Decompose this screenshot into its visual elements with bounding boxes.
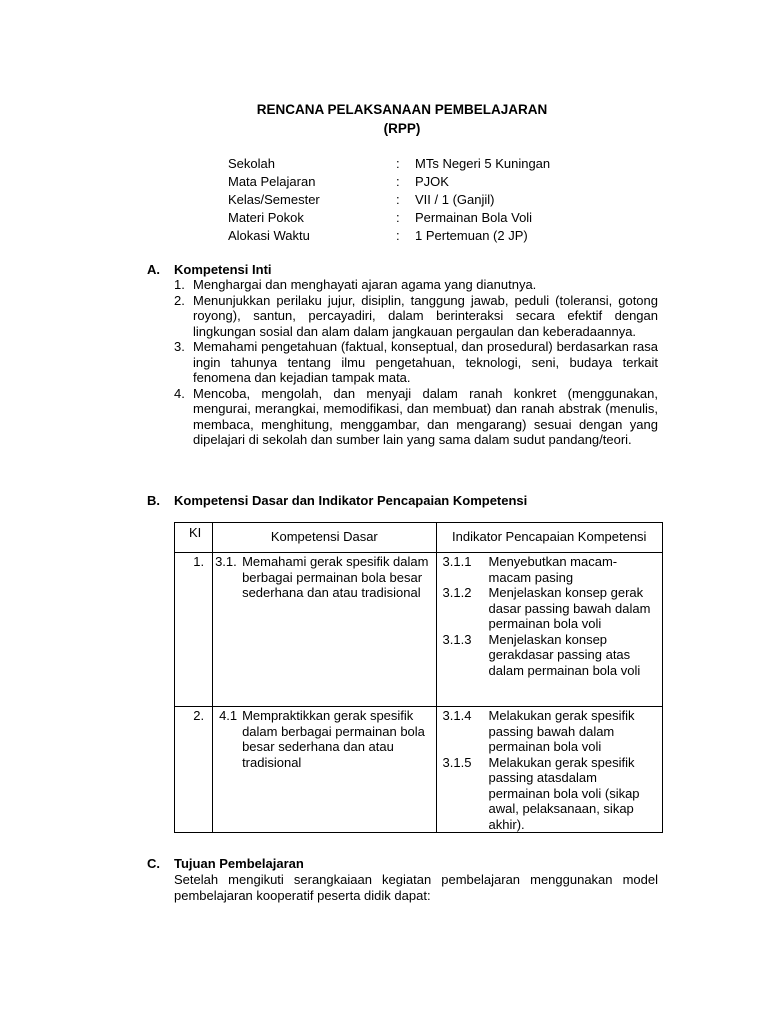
list-item (174, 277, 658, 293)
identity-row-class (228, 191, 550, 209)
indicator-item (443, 554, 662, 585)
list-item-text: Mencoba, mengolah, dan menyaji dalam ranah konkret (menggunakan, mengurai, merangkai, memodifikasi, dan membuat) dan ranah abstrak (menulis, membaca, menghitung, menggambar, dan mengarang) sesuai dengan yang dipelajari di sekolah dan sumber lain yang sama dalam sudut pandang/teori. (193, 385, 658, 447)
competency-table (174, 522, 663, 833)
section-c-heading (147, 856, 304, 872)
section-letter: B. (147, 493, 160, 508)
indicator-item (443, 632, 662, 679)
indicator-item (443, 755, 662, 833)
section-c-paragraph: Setelah mengikuti serangkaiaan kegiatan pembelajaran menggunakan model pembelajaran kooperatif peserta didik dapat: (174, 872, 658, 903)
section-b-heading (147, 493, 527, 509)
identity-row-school (228, 155, 550, 173)
identity-colon: : (396, 210, 400, 225)
identity-label: Materi Pokok (228, 210, 304, 225)
list-item-text: Menunjukkan perilaku jujur, disiplin, tanggung jawab, peduli (toleransi, gotong royong), santun, percayadiri, dalam berinteraksi secara efektif dengan lingkungan sosial dan alam dalam jangkauan pergaulan dan keberadaannya. (193, 292, 658, 339)
ki-cell: 2. (175, 707, 213, 833)
kd-cell (213, 707, 436, 833)
section-title: Kompetensi Dasar dan Indikator Pencapaian Kompetensi (174, 493, 528, 508)
kd-text: Mempraktikkan gerak spesifik dalam berbagai permainan bola besar sederhana dan atau tradisional (242, 708, 425, 770)
header-kd: Kompetensi Dasar (213, 523, 436, 553)
list-item-number: 1. (174, 277, 185, 292)
identity-value: PJOK (415, 174, 449, 189)
identity-label: Sekolah (228, 156, 275, 171)
indicator-code: 3.1.3 (442, 631, 472, 647)
table-row (175, 707, 663, 833)
list-item (174, 386, 658, 448)
document-subtitle: (RPP) (383, 121, 421, 136)
indicator-text: Melakukan gerak spesifik passing bawah dalam permainan bola voli (488, 708, 635, 754)
indicator-item (443, 585, 662, 632)
kd-text: Memahami gerak spesifik dalam berbagai permainan bola besar sederhana dan atau tradisional (242, 554, 429, 600)
indicator-code: 3.1.4 (442, 708, 472, 723)
table-header-row (175, 523, 663, 553)
identity-colon: : (396, 192, 400, 207)
identity-label: Alokasi Waktu (228, 228, 310, 243)
list-item-number: 2. (174, 292, 185, 308)
kompetensi-inti-list (174, 277, 658, 448)
list-item (174, 339, 658, 386)
identity-row-topic (228, 209, 550, 227)
identity-block (228, 155, 550, 245)
kd-number: 3.1. (215, 554, 237, 569)
table-row (175, 553, 663, 707)
header-ki: KI (175, 523, 213, 553)
identity-row-time (228, 227, 550, 245)
list-item-number: 4. (174, 385, 185, 401)
identity-colon: : (396, 156, 400, 171)
identity-value: 1 Pertemuan (2 JP) (415, 228, 528, 243)
list-item-number: 3. (174, 339, 185, 354)
list-item-text: Memahami pengetahuan (faktual, konseptual, dan prosedural) berdasarkan rasa ingin tahunya tentang ilmu pengetahuan, teknologi, seni, budaya terkait fenomena dan kejadian tampak mata. (193, 339, 658, 385)
indicator-text: Menjelaskan konsep gerak dasar passing bawah dalam permainan bola voli (488, 585, 651, 631)
document-title: RENCANA PELAKSANAAN PEMBELAJARAN (256, 102, 548, 117)
indicator-text: Melakukan gerak spesifik passing atasdalam permainan bola voli (sikap awal, pelaksanaan, sikap akhir). (488, 754, 640, 832)
header-indicator: Indikator Pencapaian Kompetensi (436, 523, 662, 553)
identity-label: Mata Pelajaran (228, 174, 316, 189)
section-letter: A. (147, 262, 160, 277)
section-title: Tujuan Pembelajaran (174, 856, 304, 871)
section-title: Kompetensi Inti (174, 262, 272, 277)
identity-value: Permainan Bola Voli (415, 210, 533, 225)
indicator-cell (436, 707, 662, 833)
identity-value: MTs Negeri 5 Kuningan (415, 156, 551, 171)
indicator-item (443, 708, 662, 755)
list-item-text: Menghargai dan menghayati ajaran agama yang dianutnya. (193, 277, 537, 292)
indicator-cell (436, 553, 662, 707)
indicator-text: Menyebutkan macam-macam pasing (488, 554, 618, 585)
identity-colon: : (396, 174, 400, 189)
identity-colon: : (396, 228, 400, 243)
identity-row-subject (228, 173, 550, 191)
list-item (174, 293, 658, 340)
section-letter: C. (147, 856, 160, 871)
identity-label: Kelas/Semester (228, 192, 320, 207)
kd-cell (213, 553, 436, 707)
indicator-code: 3.1.1 (442, 554, 472, 569)
ki-cell: 1. (175, 553, 213, 707)
indicator-code: 3.1.2 (442, 585, 472, 600)
kd-number: 4.1 (219, 708, 238, 723)
indicator-code: 3.1.5 (442, 754, 472, 770)
section-a-heading (147, 262, 272, 278)
identity-value: VII / 1 (Ganjil) (415, 192, 495, 207)
indicator-text: Menjelaskan konsep gerakdasar passing atas dalam permainan bola voli (488, 631, 641, 678)
